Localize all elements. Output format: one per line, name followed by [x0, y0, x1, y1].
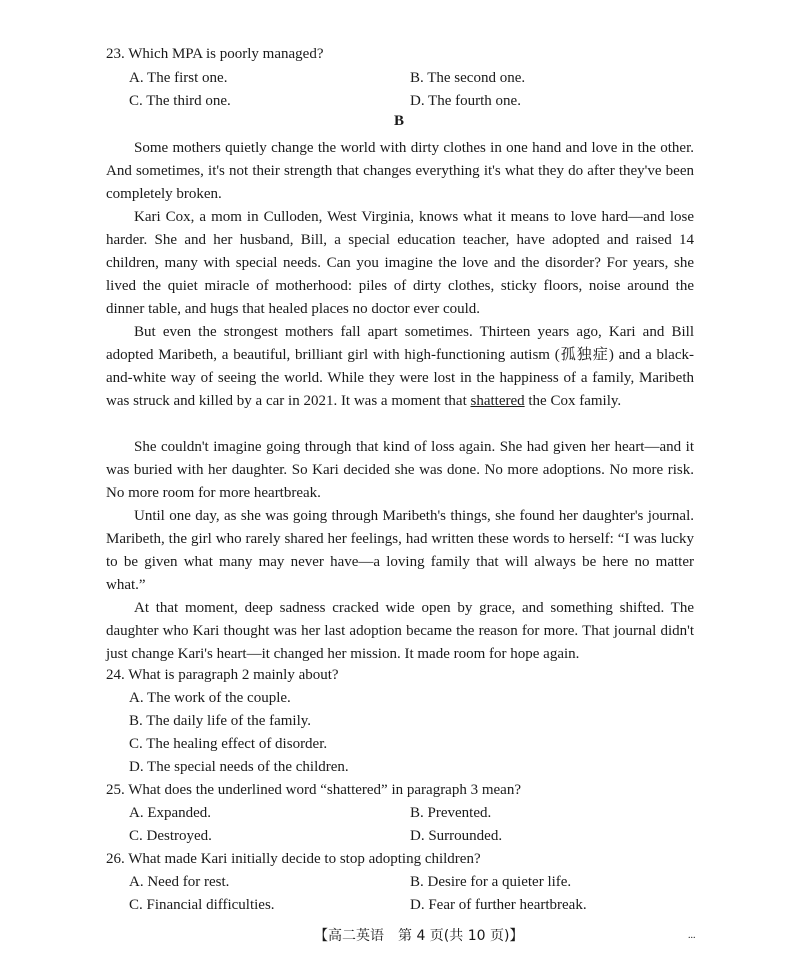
- underlined-word: shattered: [470, 393, 525, 409]
- q23-option-a: A. The first one.: [129, 70, 228, 86]
- q25-stem: 25. What does the underlined word “shattered” in paragraph 3 mean?: [106, 782, 521, 798]
- section-heading: B: [394, 113, 405, 129]
- q26-option-b: B. Desire for a quieter life.: [410, 874, 572, 890]
- passage-paragraph-6: At that moment, deep sadness cracked wide open by grace, and something shifted. The daughter who Kari thought was her last adoption became the reason for more. That journal didn't just change Kari's heart—it changed her mission. It made room for hope again.: [106, 600, 694, 662]
- q25-option-b: B. Prevented.: [410, 805, 492, 821]
- page-footer: 【高二英语 第 4 页(共 10 页)】: [314, 928, 524, 944]
- footer-mark: ...: [688, 930, 696, 941]
- q24-option-c: C. The healing effect of disorder.: [129, 736, 328, 752]
- passage-paragraph-2: Kari Cox, a mom in Culloden, West Virginia, knows what it means to love hard—and lose harder. She and her husband, Bill, a special education teacher, have adopted and raised 14 children, many with special needs. Can you imagine the love and the disorder? For years, she lived the quiet miracle of motherhood: piles of dirty clothes, sticky floors, noise around the dinner table, and hugs that healed places no doctor ever could.: [106, 209, 694, 317]
- q23-option-d: D. The fourth one.: [410, 93, 521, 109]
- q24-option-a: A. The work of the couple.: [129, 690, 291, 706]
- q23-option-b: B. The second one.: [410, 70, 526, 86]
- q26-option-a: A. Need for rest.: [129, 874, 230, 890]
- passage-paragraph-4: She couldn't imagine going through that kind of loss again. She had given her heart—and it was buried with her daughter. So Kari decided she was done. No more adoptions. No more risk. No more room for more heartbreak.: [106, 439, 694, 501]
- q24-option-d: D. The special needs of the children.: [129, 759, 349, 775]
- q26-option-c: C. Financial difficulties.: [129, 897, 275, 913]
- passage-paragraph-1: Some mothers quietly change the world with dirty clothes in one hand and love in the other. And sometimes, it's not their strength that changes everything it's what they do after they've been completely broken.: [106, 140, 694, 202]
- q25-option-c: C. Destroyed.: [129, 828, 212, 844]
- q25-option-a: A. Expanded.: [129, 805, 212, 821]
- passage-paragraph-5: Until one day, as she was going through Maribeth's things, she found her daughter's journal. Maribeth, the girl who rarely shared her feelings, had written these words to herself: “I was lucky to be given what many may never have—a loving family that will always be here no matter what.”: [106, 508, 694, 593]
- passage-paragraph-3: But even the strongest mothers fall apart sometimes. Thirteen years ago, Kari and Bill adopted Maribeth, a beautiful, brilliant girl with high-functioning autism (孤独症) and a black-and-white way of seeing the world. While they were lost in the happiness of a family, Maribeth was struck and killed by a car in 2021. It was a moment that shattered the Cox family.: [106, 324, 694, 409]
- q24-stem: 24. What is paragraph 2 mainly about?: [106, 667, 339, 683]
- q26-stem: 26. What made Kari initially decide to stop adopting children?: [106, 851, 481, 867]
- q26-option-d: D. Fear of further heartbreak.: [410, 897, 587, 913]
- q23-option-c: C. The third one.: [129, 93, 231, 109]
- q25-option-d: D. Surrounded.: [410, 828, 503, 844]
- q24-option-b: B. The daily life of the family.: [129, 713, 312, 729]
- q23-stem: 23. Which MPA is poorly managed?: [106, 46, 324, 62]
